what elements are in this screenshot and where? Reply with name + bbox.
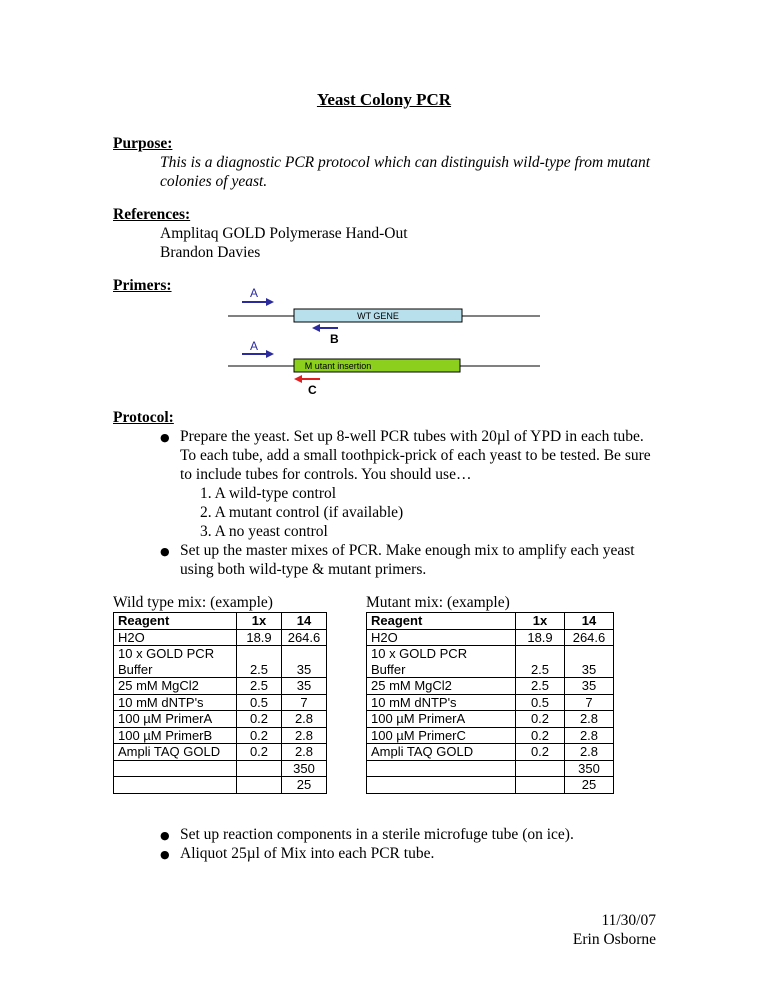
header-reagent: Reagent [367, 613, 516, 630]
purpose-heading: Purpose: [113, 135, 173, 152]
primers-heading: Primers: [113, 277, 172, 294]
bullet-icon: ● [160, 545, 170, 558]
protocol-step-2-line: Set up the master mixes of PCR. Make enough mix to amplify each yeast [180, 542, 635, 559]
protocol-step-1-line: To each tube, add a small toothpick-prick of each yeast to be tested. Be sure [180, 447, 651, 464]
table-row: 100 µM PrimerA 0.2 2.8 [114, 711, 327, 728]
reference-item: Amplitaq GOLD Polymerase Hand-Out [160, 225, 408, 242]
protocol-step-1-line: to include tubes for controls. You should use… [180, 466, 472, 483]
table-row: 10 x GOLD PCR Buffer 2.5 35 [367, 646, 614, 678]
bullet-icon: ● [160, 848, 170, 861]
header-1x: 1x [516, 613, 565, 630]
table-row: H2O 18.9 264.6 [114, 629, 327, 646]
table-row-total [114, 760, 327, 777]
header-14: 14 [282, 613, 327, 630]
wt-gene-label: WT GENE [357, 311, 399, 321]
primer-c-arrowhead [294, 375, 302, 383]
header-1x: 1x [237, 613, 282, 630]
header-reagent: Reagent [114, 613, 237, 630]
control-item: 1. A wild-type control [200, 485, 337, 502]
table-row: 25 mM MgCl2 2.5 35 [114, 678, 327, 695]
bullet-icon: ● [160, 431, 170, 444]
reagent-cell: 10 x GOLD PCR Buffer [114, 646, 237, 678]
primer-diagram [228, 284, 548, 398]
table-header-row [114, 613, 327, 630]
primer-b-label: B [330, 332, 339, 346]
table-row: 25 mM MgCl2 2.5 35 [367, 678, 614, 695]
table-row-per-tube [367, 777, 614, 794]
primer-a-arrowhead [266, 298, 274, 306]
footer-date: 11/30/07 [601, 912, 656, 929]
mutant-insertion-label: M utant insertion [304, 361, 372, 371]
table-row-total [367, 760, 614, 777]
table-row: Ampli TAQ GOLD 0.2 2.8 [367, 744, 614, 761]
protocol-heading: Protocol: [113, 409, 174, 426]
table-row: 10 mM dNTP's 0.5 7 [114, 694, 327, 711]
table-row: 10 x GOLD PCR Buffer 2.5 35 [114, 646, 327, 678]
protocol-step-3: Set up reaction components in a sterile microfuge tube (on ice). [180, 826, 574, 843]
footer-author: Erin Osborne [572, 931, 656, 948]
reagent-cell: 10 x GOLD PCR Buffer [367, 646, 516, 678]
mutant-mix-table [366, 612, 614, 794]
page-title: Yeast Colony PCR [316, 90, 452, 109]
per-tube-cell: 25 [565, 777, 614, 794]
total-cell: 350 [282, 760, 327, 777]
reference-item: Brandon Davies [160, 244, 261, 261]
primer-a-label: A [250, 339, 259, 353]
table-row: Ampli TAQ GOLD 0.2 2.8 [114, 744, 327, 761]
table-row: 10 mM dNTP's 0.5 7 [367, 694, 614, 711]
table-row: H2O 18.9 264.6 [367, 629, 614, 646]
header-14: 14 [565, 613, 614, 630]
primer-c-label: C [308, 383, 317, 397]
control-item: 2. A mutant control (if available) [200, 504, 404, 521]
per-tube-cell: 25 [282, 777, 327, 794]
control-item: 3. A no yeast control [200, 523, 328, 540]
table-row-per-tube [114, 777, 327, 794]
primer-a-label: A [250, 286, 259, 300]
total-cell: 350 [565, 760, 614, 777]
protocol-step-2-line: using both wild-type & mutant primers. [180, 561, 427, 578]
references-heading: References: [113, 206, 191, 223]
primer-b-arrowhead [312, 324, 320, 332]
mutant-mix-caption: Mutant mix: (example) [366, 594, 510, 611]
purpose-line-2: colonies of yeast. [160, 173, 268, 190]
table-header-row [367, 613, 614, 630]
wild-type-mix-caption: Wild type mix: (example) [113, 594, 273, 611]
wild-type-mix-table [113, 612, 327, 794]
protocol-step-1-line: Prepare the yeast. Set up 8-well PCR tubes with 20µl of YPD in each tube. [180, 428, 644, 445]
primer-a-arrowhead [266, 350, 274, 358]
purpose-line-1: This is a diagnostic PCR protocol which can distinguish wild-type from mutant [160, 154, 651, 171]
table-row: 100 µM PrimerA 0.2 2.8 [367, 711, 614, 728]
bullet-icon: ● [160, 829, 170, 842]
table-row: 100 µM PrimerC 0.2 2.8 [367, 727, 614, 744]
table-row: 100 µM PrimerB 0.2 2.8 [114, 727, 327, 744]
protocol-step-4: Aliquot 25µl of Mix into each PCR tube. [180, 845, 435, 862]
